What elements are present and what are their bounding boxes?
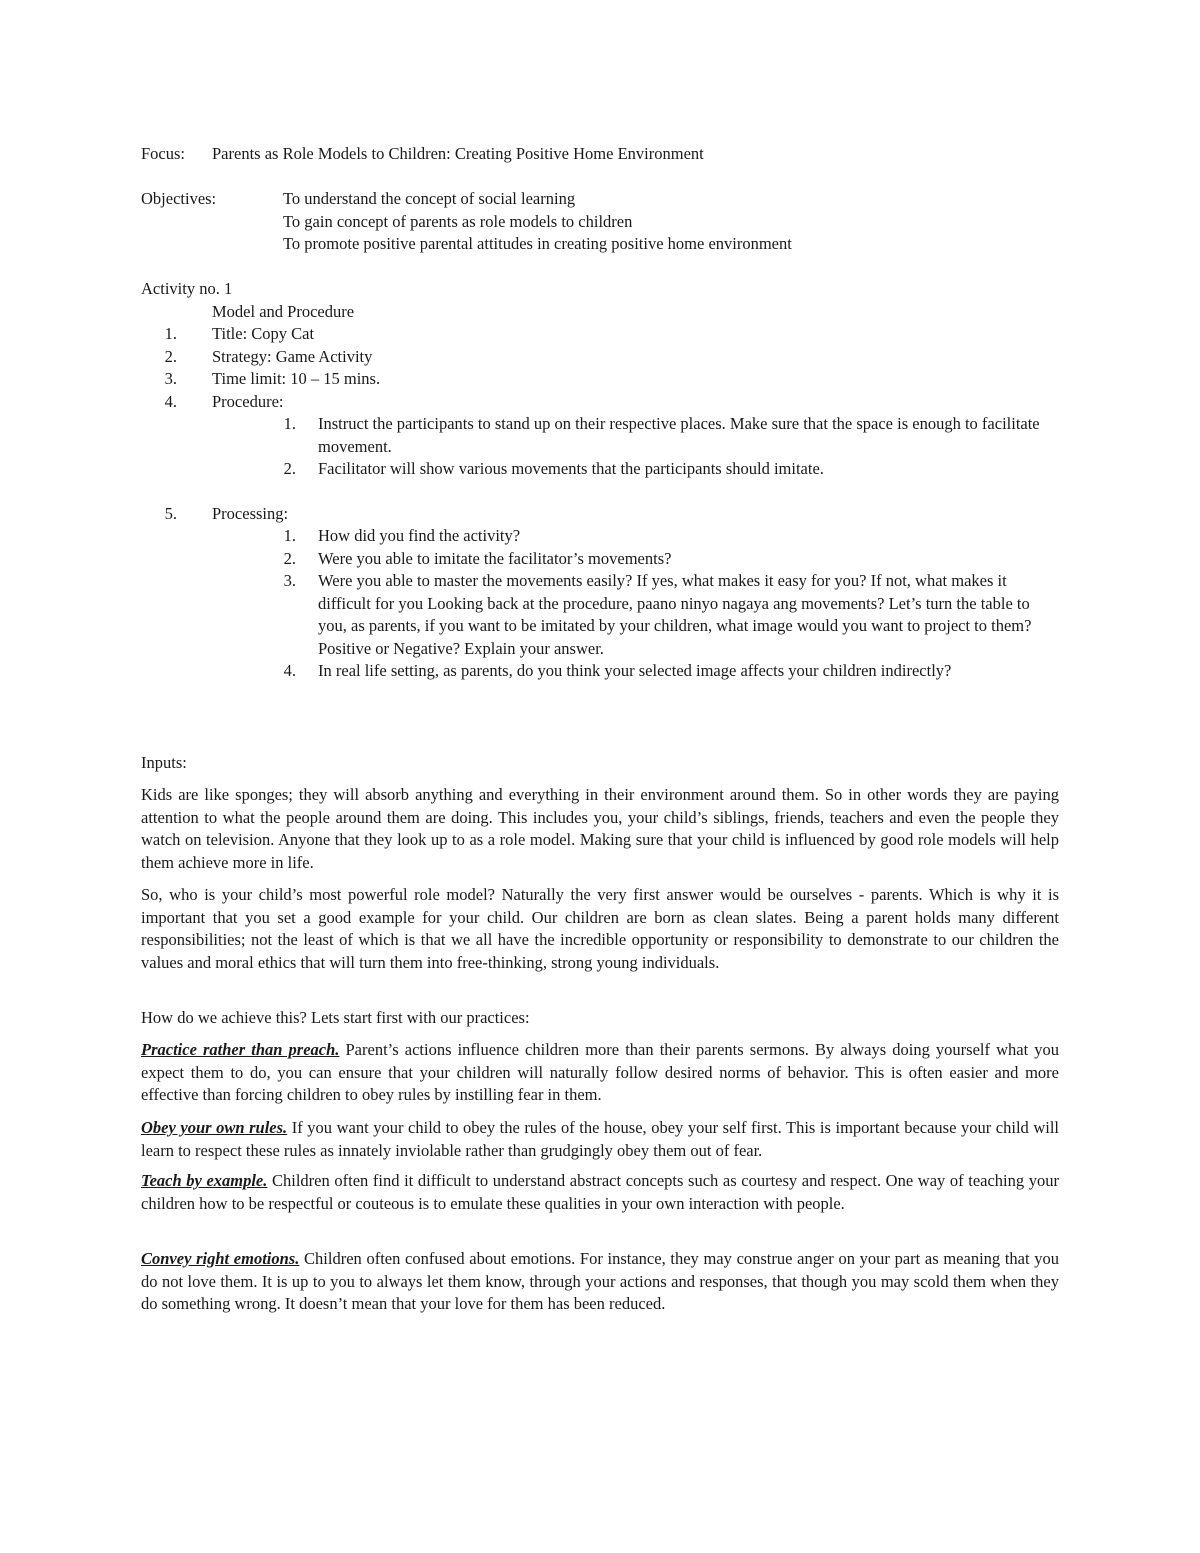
procedure-item: [141, 458, 1061, 481]
step-item: [141, 503, 1061, 526]
step-text: Processing:: [212, 503, 289, 523]
step-item: [141, 323, 1061, 346]
processing-text: Were you able to master the movements easily? If yes, what makes it easy for you? If not, what makes it difficult for you Looking back at the procedure, paano ninyo nagaya ang movements? Let’s turn the table to you, as parents, if you want to be imitated by your children, what image would you want to project to them? Positive or Negative? Explain your answer.: [318, 571, 1032, 658]
objective-item: To understand the concept of social learning: [283, 189, 576, 208]
procedure-text: Instruct the participants to stand up on their respective places. Make sure that the space is enough to facilitate movement.: [318, 414, 1040, 456]
processing-item: [141, 525, 1061, 548]
practice-paragraph: [141, 1039, 1059, 1107]
practice-paragraph: [141, 1170, 1059, 1215]
objectives-list: [283, 188, 792, 256]
objective-item: To gain concept of parents as role models to children: [283, 211, 633, 231]
processing-number: 4.: [283, 661, 296, 680]
step-text: Time limit: 10 – 15 mins.: [212, 369, 381, 388]
practice-heading: Practice rather than preach.: [141, 1040, 340, 1059]
practice-text: Children often find it difficult to understand abstract concepts such as courtesy and respect. One way of teaching your children how to be respectful or couteous is to emulate these qualities in your own interaction with people.: [141, 1171, 1059, 1213]
focus-text: Parents as Role Models to Children: Creating Positive Home Environment: [212, 144, 704, 163]
processing-item: [141, 570, 1061, 660]
processing-item: [141, 660, 1061, 683]
practice-text: Children often confused about emotions. For instance, they may construe anger on your part as meaning that you do not love them. It is up to you to always let them know, through your actions and responses, that though you may scold them when they do something wrong. It doesn’t mean that your love for them has been reduced.: [141, 1249, 1060, 1313]
procedure-number: 1.: [283, 414, 296, 433]
processing-item: [141, 548, 1061, 571]
step-item: [141, 346, 1061, 369]
inputs-paragraph: Kids are like sponges; they will absorb anything and everything in their environment around them. So in other words they are paying attention to what the people around them are doing. This includes you, your child’s siblings, friends, teachers and even the people they watch on television. Anyone that they look up to as a role model. Making sure that your child is influenced by good role models will help them achieve more in life.: [141, 785, 1059, 872]
objective-item: To promote positive parental attitudes in creating positive home environment: [283, 234, 792, 253]
step-number: 4.: [164, 391, 177, 411]
inputs-paragraph: So, who is your child’s most powerful role model? Naturally the very first answer would be ourselves - parents. Which is why it is important that you set a good example for your child. Our children are born as clean slates. Being a parent holds many different responsibilities; not the least of which is that we all have the incredible opportunity or responsibility to demonstrate to our children the values and moral ethics that will turn them into free-thinking, strong young individuals.: [141, 885, 1059, 972]
step-item: [141, 391, 1061, 414]
procedure-item: [141, 413, 1061, 458]
procedure-text: Facilitator will show various movements that the participants should imitate.: [318, 459, 824, 478]
step-item: [141, 368, 1061, 391]
practice-heading: Convey right emotions.: [141, 1249, 300, 1268]
processing-number: 3.: [283, 571, 296, 590]
step-number: 5.: [164, 503, 177, 523]
practice-heading: Obey your own rules.: [141, 1118, 288, 1137]
processing-number: 2.: [283, 548, 296, 568]
practice-paragraph: [141, 1117, 1059, 1162]
practice-text: Parent’s actions influence children more than their parents sermons. By always doing yourself what you expect them to do, you can ensure that your children will naturally follow desired norms of behavior. This is often easier and more effective than forcing children to obey rules by instilling fear in them.: [141, 1040, 1059, 1104]
processing-number: 1.: [283, 526, 296, 545]
activity-title: Activity no. 1: [141, 279, 233, 298]
step-number: 3.: [164, 369, 177, 388]
step-number: 2.: [164, 346, 177, 366]
step-number: 1.: [164, 324, 177, 343]
step-text: Procedure:: [212, 391, 284, 411]
procedure-number: 2.: [283, 459, 296, 478]
practice-paragraph: [141, 1248, 1059, 1316]
inputs-label: Inputs:: [141, 753, 187, 772]
processing-text: In real life setting, as parents, do you think your selected image affects your children indirectly?: [318, 661, 952, 680]
activity-subtitle: Model and Procedure: [212, 302, 355, 321]
inputs-paragraph: How do we achieve this? Lets start first with our practices:: [141, 1008, 530, 1027]
step-text: Title: Copy Cat: [212, 324, 315, 343]
practice-text: If you want your child to obey the rules of the house, obey your self first. This is important because your child will learn to respect these rules as innately inviolable rather than grudgingly obey them out of fear.: [141, 1118, 1060, 1160]
step-text: Strategy: Game Activity: [212, 346, 373, 366]
objectives-label: Objectives:: [141, 189, 217, 208]
practice-heading: Teach by example.: [141, 1171, 268, 1190]
processing-text: How did you find the activity?: [318, 526, 521, 545]
processing-text: Were you able to imitate the facilitator’s movements?: [318, 548, 672, 568]
activity-steps: [141, 323, 1061, 683]
focus-label: Focus:: [141, 144, 186, 163]
